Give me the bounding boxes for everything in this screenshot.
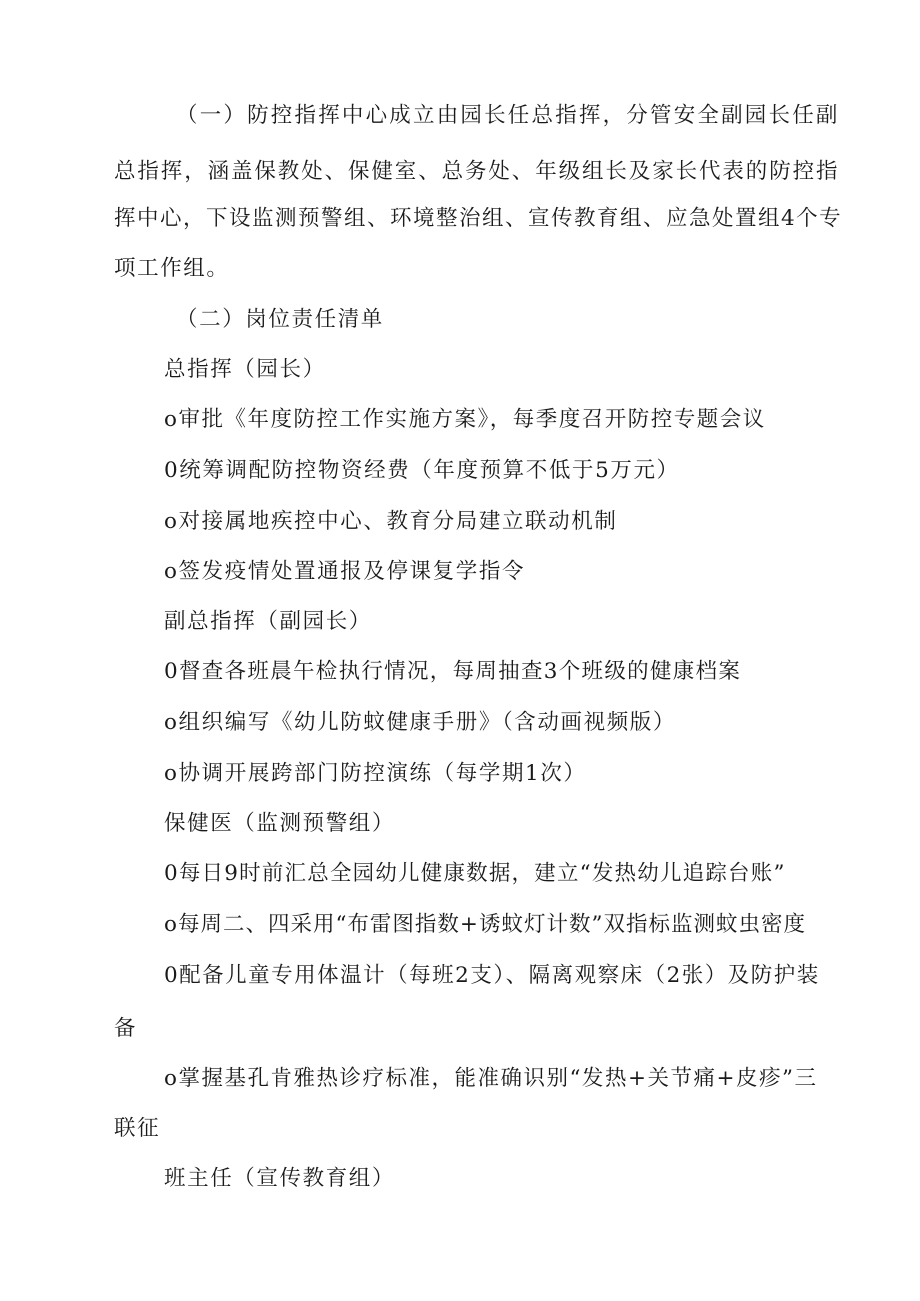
list-item: 0督查各班晨午检执行情况，每周抽查3个班级的健康档案 [164,659,742,684]
list-item: o每周二、四采用“布雷图指数+诱蚊灯计数”双指标监测蚊虫密度 [164,912,806,937]
list-item: o签发疫情处置通报及停课复学指令 [164,559,526,584]
list-item: o协调开展跨部门防控演练（每学期1次） [164,761,587,786]
paragraph-line: 项工作组。 [114,256,230,281]
section-heading: （二）岗位责任清单 [176,307,384,332]
role-heading: 副总指挥（副园长） [164,609,372,634]
role-heading: 总指挥（园长） [164,357,326,382]
list-item-continuation: 联征 [114,1116,161,1141]
paragraph-line: 挥中心，下设监测预警组、环境整治组、宣传教育组、应急处置组4个专 [114,206,843,231]
list-item: 0每日9时前汇总全园幼儿健康数据，建立“发热幼儿追踪台账” [164,861,786,886]
role-heading: 保健医（监测预警组） [164,811,396,836]
list-item: o审批《年度防控工作实施方案》，每季度召开防控专题会议 [164,407,766,432]
paragraph-line: （一）防控指挥中心成立由园长任总指挥，分管安全副园长任副 [176,103,840,128]
list-item-continuation: 备 [114,1016,138,1041]
role-heading: 班主任（宣传教育组） [164,1166,396,1191]
paragraph-line: 总指挥，涵盖保教处、保健室、总务处、年级组长及家长代表的防控指 [114,159,840,184]
list-item: o组织编写《幼儿防蚊健康手册》（含动画视频版） [164,710,676,735]
list-item: o对接属地疾控中心、教育分局建立联动机制 [164,509,618,534]
list-item: 0配备儿童专用体温计（每班2支）、隔离观察床（2张）及防护装 [164,963,820,988]
list-item: o掌握基孔肯雅热诊疗标准，能准确识别“发热+关节痛+皮疹”三 [164,1066,818,1091]
list-item: 0统筹调配防控物资经费（年度预算不低于5万元） [164,458,680,483]
